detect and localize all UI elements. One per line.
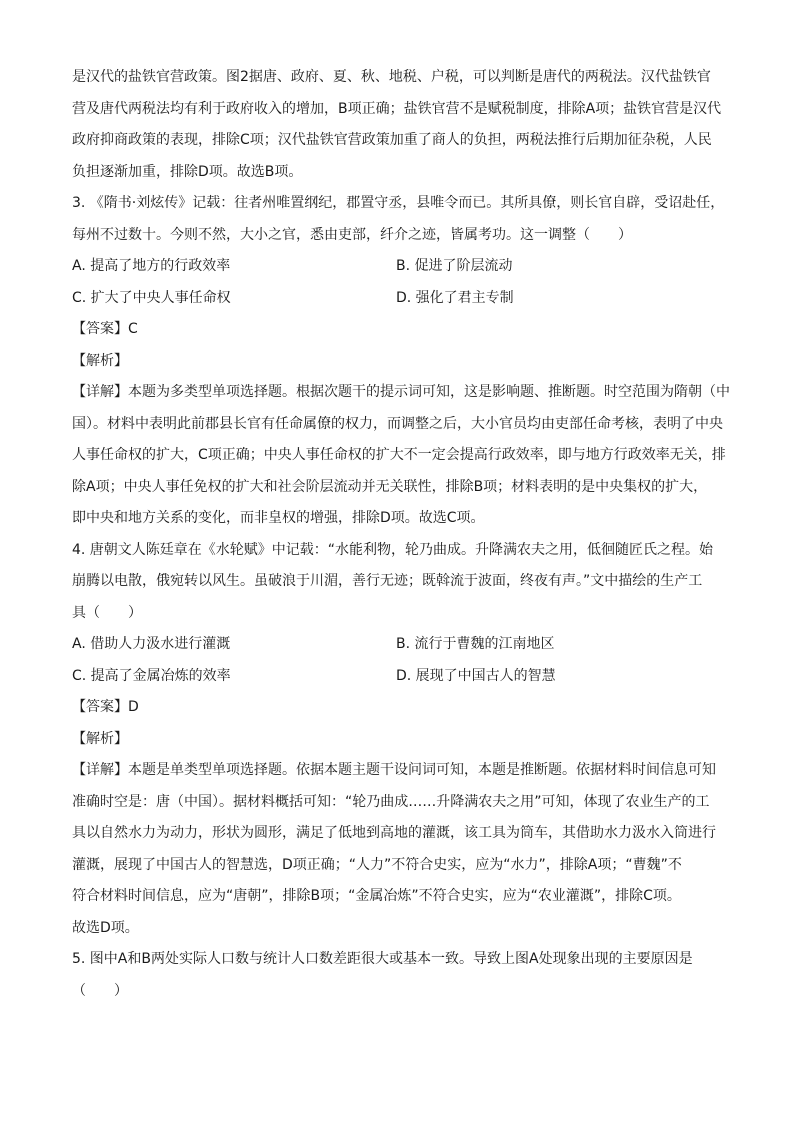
q4-detail-paragraph	[72, 755, 726, 944]
q2-detail-paragraph	[72, 62, 726, 188]
text-line: 灌溉，展现了中国古人的智慧选，D项正确；“人力”不符合史实，应为“水力”，排除A项；“曹魏”不	[72, 856, 682, 873]
question-3	[72, 188, 730, 535]
option-a: A. 借助人力汲水进行灌溉	[72, 636, 231, 652]
option-c: C. 提高了金属冶炼的效率	[72, 667, 231, 684]
text-line: 国）。材料中表明此前郡县长官有任命属僚的权力，而调整之后，大小官员均由吏部任命考核，表明了中央	[72, 415, 723, 432]
answer-label: 【答案】D	[72, 699, 139, 715]
option-b: B. 流行于曹魏的江南地区	[396, 636, 555, 652]
question-4	[72, 535, 726, 945]
q3-detail-paragraph	[72, 377, 730, 535]
option-d: D. 强化了君主专制	[396, 289, 514, 306]
question-stem-line: （ ）	[72, 982, 128, 999]
text-line: 政府抑商政策的表现，排除C项；汉代盐铁官营政策加重了商人的负担，两税法推行后期加征杂税，人民	[72, 132, 712, 148]
options-row	[72, 251, 726, 283]
option-d: D. 展现了中国古人的智慧	[396, 667, 556, 684]
question-stem-line: 每州不过数十。今则不然，大小之官，悉由吏部，纤介之迹，皆属考功。这一调整（ ）	[72, 226, 632, 243]
options-row	[72, 661, 726, 693]
text-line: 是汉代的盐铁官营政策。图2据唐、政府、夏、秋、地税、户税，可以判断是唐代的两税法。汉代盐铁官	[72, 69, 711, 85]
text-line: 【详解】本题为多类型单项选择题。根据次题干的提示词可知，这是影响题、推断题。时空范围为隋朝（中	[72, 384, 730, 400]
document-page	[72, 62, 730, 1007]
question-5	[72, 944, 726, 1007]
analysis-label: 【解析】	[72, 730, 128, 747]
question-stem-line: 崩腾以电散，俄宛转以风生。虽破浪于川湄，善行无迹；既斡流于波面，终夜有声。”文中描绘的生产工	[72, 573, 703, 589]
analysis-label: 【解析】	[72, 352, 128, 369]
options-row	[72, 283, 726, 315]
question-stem-line: 3. 《隋书·刘炫传》记载：往者州唯置纲纪，郡置守丞，县唯令而已。其所具僚，则长官自辟，受诏赴任，	[72, 195, 725, 211]
text-line: 即中央和地方关系的变化，而非皇权的增强，排除D项。故选C项。	[72, 510, 485, 526]
text-line: 营及唐代两税法均有利于政府收入的增加，B项正确；盐铁官营不是赋税制度，排除A项；盐铁官营是汉代	[72, 100, 722, 117]
option-a: A. 提高了地方的行政效率	[72, 258, 231, 274]
text-line: 故选D项。	[72, 919, 139, 936]
question-stem-line: 具（ ）	[72, 604, 142, 621]
text-line: 准确时空是：唐（中国）。据材料概括可知：“轮乃曲成……升降满农夫之用”可知，体现了农业生产的工	[72, 793, 710, 810]
question-stem-line: 4. 唐朝文人陈廷章在《水轮赋》中记载：“水能利物，轮乃曲成。升降满农夫之用，低徊随匠氏之程。始	[72, 541, 714, 558]
text-line: 人事任命权的扩大，C项正确；中央人事任命权的扩大不一定会提高行政效率，即与地方行政效率无关，排	[72, 447, 726, 463]
text-line: 除A项；中央人事任免权的扩大和社会阶层流动并无关联性，排除B项；材料表明的是中央集权的扩大，	[72, 478, 708, 495]
options-row	[72, 629, 726, 661]
text-line: 负担逐渐加重，排除D项。故选B项。	[72, 163, 303, 180]
answer-label: 【答案】C	[72, 321, 138, 337]
text-line: 符合材料时间信息，应为“唐朝”，排除B项；“金属冶炼”不符合史实，应为“农业灌溉”，排除C项。	[72, 888, 681, 904]
option-b: B. 促进了阶层流动	[396, 258, 513, 274]
option-c: C. 扩大了中央人事任命权	[72, 289, 231, 306]
text-line: 【详解】本题是单类型单项选择题。依据本题主题干设问词可知，本题是推断题。依据材料时间信息可知	[72, 762, 716, 778]
text-line: 具以自然水力为动力，形状为圆形，满足了低地到高地的灌溉，该工具为筒车，其借助水力汲水入筒进行	[72, 825, 716, 841]
question-stem-line: 5. 图中A和B两处实际人口数与统计人口数差距很大或基本一致。导致上图A处现象出现的主要原因是	[72, 951, 693, 967]
